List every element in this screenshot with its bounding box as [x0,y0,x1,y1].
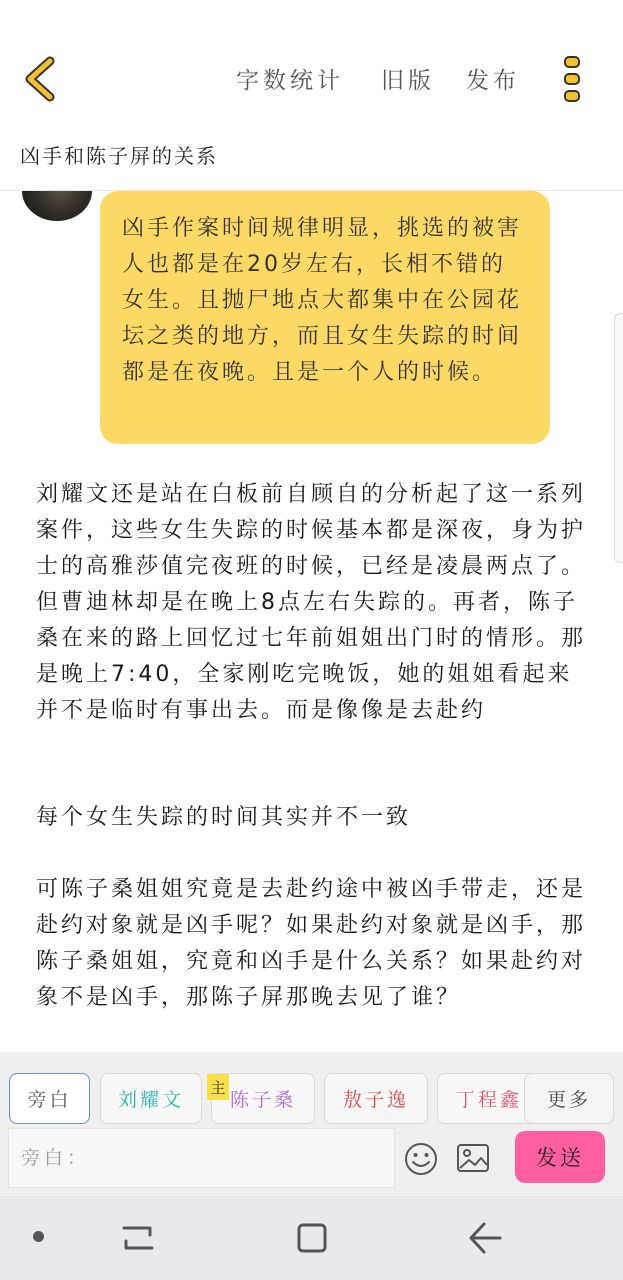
top-bar [0,0,623,168]
story-content[interactable] [0,191,623,1051]
old-version-button[interactable]: 旧版 [381,68,435,94]
role-label: 丁程鑫 [455,1089,522,1111]
role-chip-ao-ziyi[interactable] [324,1073,428,1124]
message-input-box[interactable] [8,1128,395,1188]
dot-icon[interactable] [33,1231,44,1242]
role-label: 陈子桑 [229,1089,296,1111]
scrollbar[interactable] [614,313,623,563]
send-button[interactable]: 发送 [515,1131,605,1183]
chapter-title[interactable]: 凶手和陈子屏的关系 [20,144,218,168]
role-label: 刘耀文 [117,1089,184,1111]
smiley-icon[interactable] [404,1142,438,1176]
role-label: 更多 [546,1089,591,1111]
word-count-button[interactable]: 字数统计 [236,68,344,94]
composer-panel [0,1052,623,1196]
narration-paragraph[interactable]: 刘耀文还是站在白板前自顾自的分析起了这一系列案件，这些女生失踪的时候基本都是深夜，身为护士的高雅莎值完夜班的时候，已经是凌晨两点了。但曹迪林却是在晚上8点左右失踪的。再者，陈子桑在来的路上回忆过七年前姐姐出门时的情形。那是晚上7:40，全家刚吃完晚饭，她的姐姐看起来并不是临时有事出去。而是像像是去赴约 [36,482,587,723]
role-chip-liu-yaowen[interactable] [100,1073,202,1124]
dialogue-bubble[interactable]: 凶手作案时间规律明显，挑选的被害人也都是在20岁左右，长相不错的女生。且抛尸地点大都集中在公园花坛之类的地方，而且女生失踪的时间都是在夜晚。且是一个人的时候。 [100,191,550,444]
back-arrow-icon[interactable] [466,1220,504,1256]
character-avatar[interactable] [22,191,92,221]
main-role-badge: 主 [207,1074,229,1100]
role-chip-narrator[interactable] [9,1073,90,1124]
message-input[interactable] [9,1129,394,1187]
image-icon[interactable] [456,1142,490,1174]
vertical-dots-icon[interactable] [562,55,584,105]
home-icon[interactable] [296,1222,328,1254]
publish-button[interactable]: 发布 [466,68,520,94]
system-nav-bar [0,1196,623,1280]
role-label: 旁白 [27,1089,72,1111]
recent-apps-icon[interactable] [120,1222,156,1254]
top-actions [0,62,623,102]
role-label: 敖子逸 [342,1089,409,1111]
narration-paragraph[interactable]: 每个女生失踪的时间其实并不一致 [36,805,412,830]
more-roles-button[interactable] [524,1073,614,1124]
narration-paragraph[interactable]: 可陈子桑姐姐究竟是去赴约途中被凶手带走，还是赴约对象就是凶手呢？如果赴约对象就是凶手，那陈子桑姐姐，究竟和凶手是什么关系？如果赴约对象不是凶手，那陈子屏那晚去见了谁？ [36,877,587,1010]
